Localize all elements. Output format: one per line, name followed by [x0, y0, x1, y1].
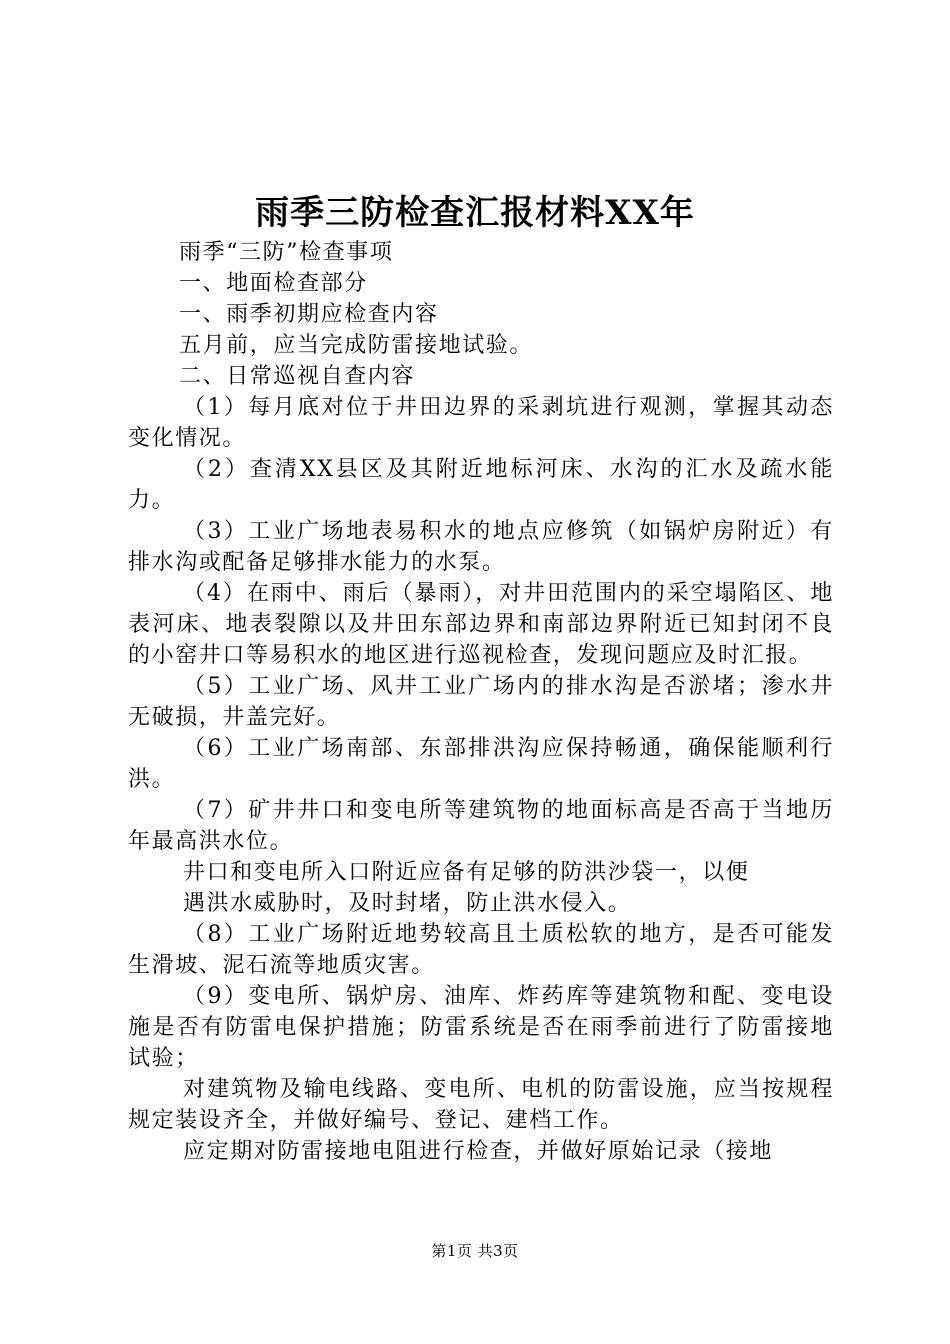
paragraph: 一、雨季初期应检查内容 — [179, 302, 439, 327]
paragraph: 对建筑物及输电线路、变电所、电机的防雷设施，应当按规程规定装设齐全，并做好编号、登记、建档工作。 — [128, 1077, 834, 1133]
paragraph: 遇洪水威胁时，及时封堵，防止洪水侵入。 — [183, 891, 632, 916]
paragraph: （3）工业广场地表易积水的地点应修筑（如锅炉房附近）有排水沟或配备足够排水能力的水泵。 — [128, 519, 834, 575]
page-footer: 第1页 共3页 — [431, 1242, 519, 1260]
paragraph: （2）查清XX县区及其附近地标河床、水沟的汇水及疏水能力。 — [128, 457, 834, 513]
paragraph: 应定期对防雷接地电阻进行检查，并做好原始记录（接地 — [183, 1139, 774, 1164]
paragraph: 井口和变电所入口附近应备有足够的防洪沙袋一，以便 — [183, 860, 750, 885]
paragraph: （8）工业广场附近地势较高且土质松软的地方，是否可能发生滑坡、泥石流等地质灾害。 — [128, 922, 834, 978]
paragraph: （1）每月底对位于井田边界的采剥坑进行观测，掌握其动态变化情况。 — [128, 395, 834, 451]
paragraph: （4）在雨中、雨后（暴雨），对井田范围内的采空塌陷区、地表河床、地表裂隙以及井田东部边界和南部边界附近已知封闭不良的小窑井口等易积水的地区进行巡视检查，发现问题应及时汇报。 — [128, 581, 834, 668]
document-title: 雨季三防检查汇报材料XX年 — [255, 193, 695, 233]
paragraph: （5）工业广场、风井工业广场内的排水沟是否淤堵；渗水井无破损，井盖完好。 — [128, 674, 834, 730]
paragraph: 一、地面检查部分 — [179, 271, 368, 296]
paragraph: （6）工业广场南部、东部排洪沟应保持畅通，确保能顺利行洪。 — [128, 736, 834, 792]
paragraph: 二、日常巡视自查内容 — [179, 364, 416, 389]
paragraph: （7）矿井井口和变电所等建筑物的地面标高是否高于当地历年最高洪水位。 — [128, 798, 834, 854]
paragraph: 五月前，应当完成防雷接地试验。 — [179, 333, 534, 358]
document-body — [128, 237, 834, 1167]
paragraph: 雨季“三防”检查事项 — [179, 240, 394, 265]
paragraph: （9）变电所、锅炉房、油库、炸药库等建筑物和配、变电设施是否有防雷电保护措施；防雷系统是否在雨季前进行了防雷接地试验； — [128, 984, 834, 1071]
